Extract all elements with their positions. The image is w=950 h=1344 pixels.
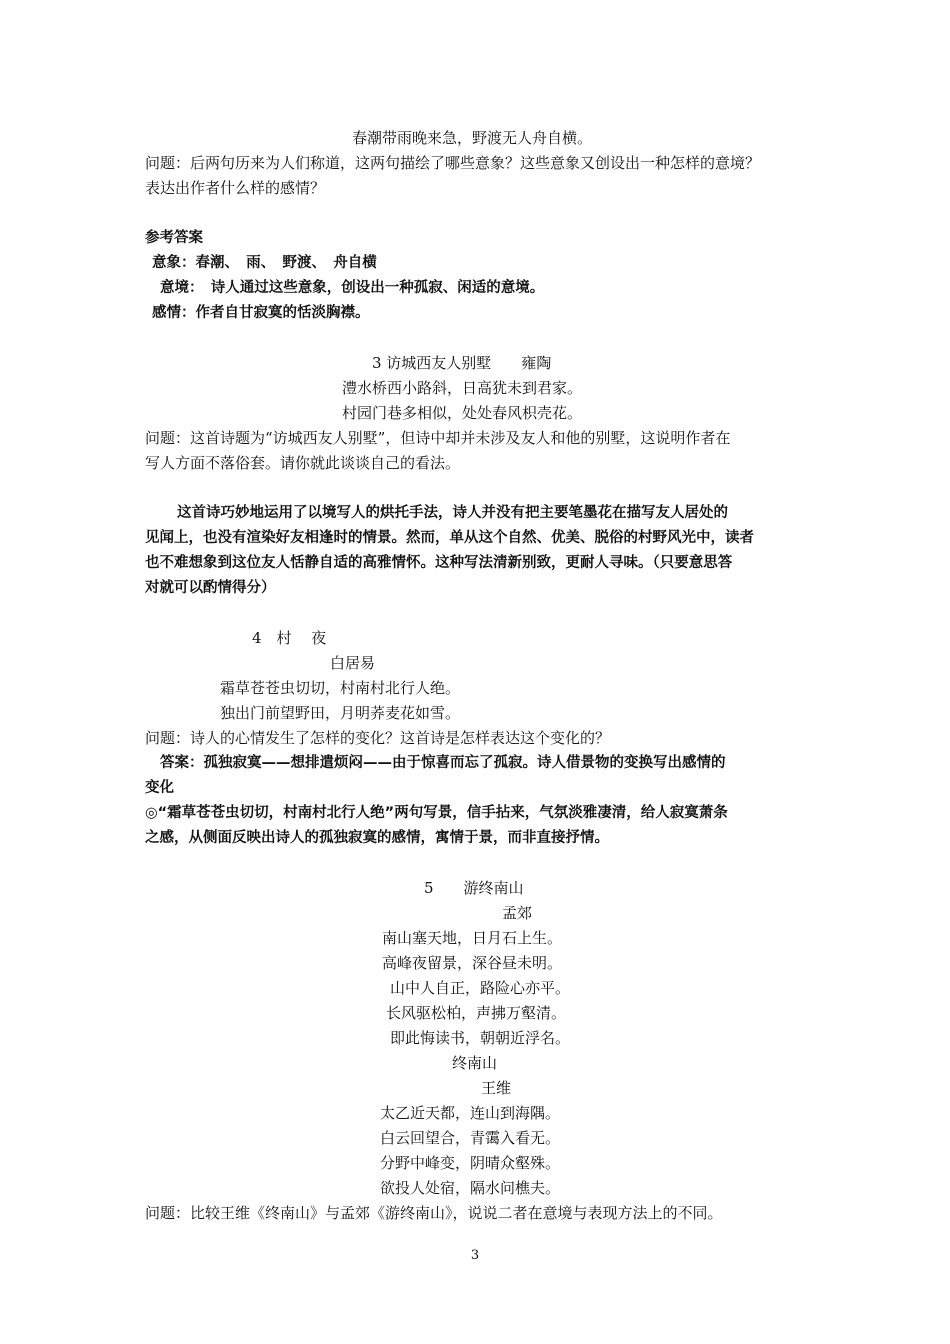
poem-title: 4 村 夜 [252, 629, 327, 647]
answer-mood: 意境： 诗人通过这些意象，创设出一种孤寂、闲适的意境。 [160, 280, 545, 296]
poem-line: 独出门前望野田，月明荞麦花如雪。 [220, 704, 461, 722]
poem-line: 太乙近天都，连山到海隅。 [380, 1104, 561, 1122]
question-text: 问题：诗人的心情发生了怎样的变化？这首诗是怎样表达这个变化的？ [145, 729, 611, 747]
poem-line: 白云回望合，青霭入看无。 [380, 1129, 561, 1147]
poem-line: 山中人自正，路险心亦平。 [390, 979, 571, 997]
question-text: 问题：这首诗题为“访城西友人别墅”，但诗中却并未涉及友人和他的别墅，这说明作者在 [145, 429, 731, 447]
answer-text: ◎“霜草苍苍虫切切，村南村北行人绝”两句写景，信手拈来，气氛淡雅凄清，给人寂寞萧条 [145, 805, 728, 821]
poem-line: 分野中峰变，阴晴众壑殊。 [380, 1154, 561, 1172]
question-text: 问题：后两句历来为人们称道，这两句描绘了哪些意象？这些意象又创设出一种怎样的意境？ [145, 154, 761, 172]
poem-author: 孟郊 [502, 904, 533, 922]
poem-line: 霜草苍苍虫切切，村南村北行人绝。 [220, 679, 461, 697]
answer-feeling: 感情：作者自甘寂寞的恬淡胸襟。 [152, 305, 370, 321]
question-text: 问题：比较王维《终南山》与孟郊《游终南山》，说说二者在意境与表现方法上的不同。 [145, 1204, 723, 1222]
poem-title: 3 访城西友人别墅 雍陶 [372, 354, 552, 372]
answer-paragraph: 这首诗巧妙地运用了以境写人的烘托手法，诗人并没有把主要笔墨花在描写友人居处的 [177, 505, 728, 521]
poem-title: 5 游终南山 [424, 879, 524, 897]
poem-line: 长风驱松柏，声拂万壑清。 [386, 1004, 567, 1022]
answer-text: 之感，从侧面反映出诗人的孤独寂寞的感情，寓情于景，而非直接抒情。 [145, 830, 609, 846]
poem-line: 即此悔读书，朝朝近浮名。 [390, 1029, 571, 1047]
poem-line: 南山塞天地，日月石上生。 [382, 929, 563, 947]
question-text: 表达出作者什么样的感情？ [145, 179, 326, 197]
question-text: 写人方面不落俗套。请你就此谈谈自己的看法。 [145, 454, 461, 472]
page-number: 3 [470, 1248, 480, 1263]
poem-line: 高峰夜留景，深谷昼未明。 [382, 954, 563, 972]
answer-paragraph: 对就可以酌情得分） [145, 580, 276, 596]
poem-title: 终南山 [452, 1054, 498, 1072]
answer-imagery: 意象：春潮、 雨、 野渡、 舟自横 [152, 255, 377, 271]
answer-paragraph: 见闻上，也没有渲染好友相逢时的情景。然而，单从这个自然、优美、脱俗的村野风光中，读者 [145, 530, 754, 546]
poem-line: 春潮带雨晚来急，野渡无人舟自横。 [352, 129, 593, 147]
answer-paragraph: 也不难想象到这位友人恬静自适的高雅情怀。这种写法清新别致，更耐人寻味。（只要意思答 [145, 555, 733, 571]
answer-heading: 参考答案 [145, 230, 203, 246]
answer-text: 答案：孤独寂寞——想排遣烦闷——由于惊喜而忘了孤寂。诗人借景物的变换写出感情的 [160, 755, 726, 771]
poem-author: 白居易 [330, 654, 376, 672]
answer-text: 变化 [145, 780, 174, 796]
poem-line: 澧水桥西小路斜，日高犹未到君家。 [342, 379, 583, 397]
poem-line: 村园门巷多相似，处处春风枳壳花。 [342, 404, 583, 422]
poem-author: 王维 [481, 1079, 512, 1097]
poem-line: 欲投人处宿，隔水问樵夫。 [380, 1179, 561, 1197]
